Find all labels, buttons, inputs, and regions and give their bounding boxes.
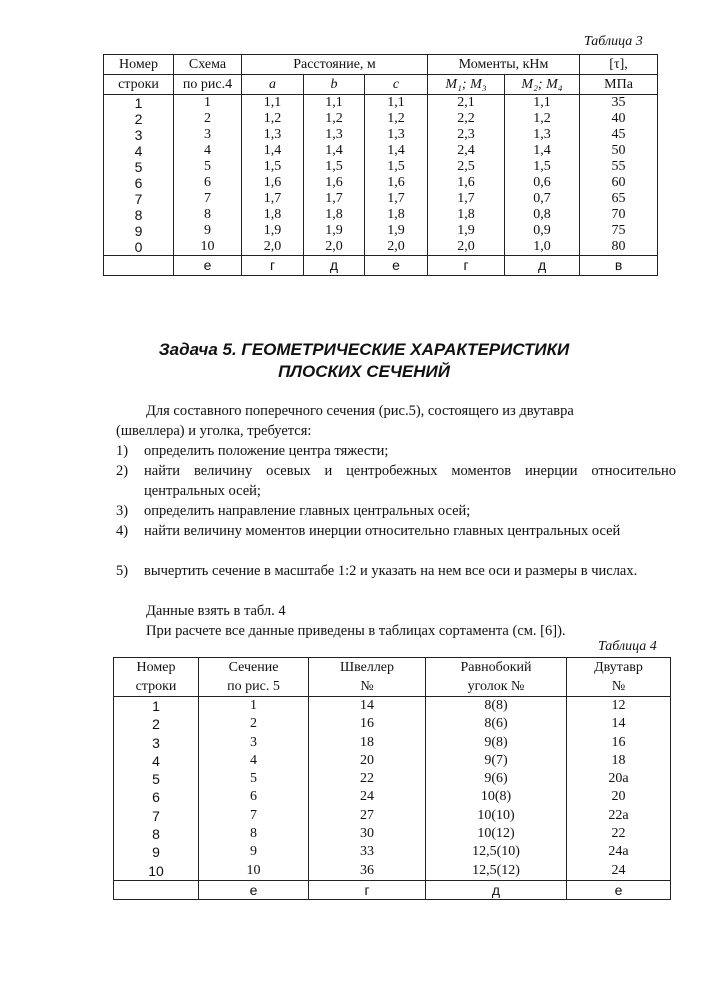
table-cell: 55 xyxy=(580,159,658,175)
header-b: b xyxy=(304,75,365,95)
item-number: 4) xyxy=(116,523,129,539)
data-note: Данные взять в табл. 4 xyxy=(146,603,286,619)
table-cell: 3 xyxy=(104,127,174,143)
table-cell: 7 xyxy=(114,807,199,825)
table-cell: 30 xyxy=(309,825,426,843)
table-cell: 0 xyxy=(104,239,174,256)
footer-cell xyxy=(114,880,199,899)
table-cell: 1 xyxy=(114,697,199,716)
table4-caption: Таблица 4 xyxy=(598,639,657,654)
table-cell: 1,4 xyxy=(365,143,428,159)
table-cell: 16 xyxy=(309,715,426,733)
footer-cell: е xyxy=(174,256,242,276)
table-cell: 1,3 xyxy=(242,127,304,143)
table-cell: 20а xyxy=(567,770,671,788)
table-cell: 1,5 xyxy=(365,159,428,175)
table-row xyxy=(114,825,671,843)
table-cell: 2,2 xyxy=(428,111,505,127)
table-cell: 6 xyxy=(199,788,309,806)
table-cell: 8 xyxy=(114,825,199,843)
table-cell: 33 xyxy=(309,843,426,861)
footer-cell: е xyxy=(567,880,671,899)
footer-cell: в xyxy=(580,256,658,276)
table-cell: 1,9 xyxy=(304,223,365,239)
table-cell: 50 xyxy=(580,143,658,159)
table-cell: 1,4 xyxy=(505,143,580,159)
header-tau-2: МПа xyxy=(580,75,658,95)
header-section-2: по рис. 5 xyxy=(199,677,309,697)
table-cell: 3 xyxy=(199,734,309,752)
item-text: вычертить сечение в масштабе 1:2 и указать на нем все оси и размеры в числах. xyxy=(144,563,638,579)
item-text: определить направление главных центральных осей; xyxy=(144,503,471,519)
item-text: найти величину осевых и центробежных моментов инерции относительно центральных осей; xyxy=(144,463,676,499)
table-cell: 1,9 xyxy=(428,223,505,239)
table-cell: 75 xyxy=(580,223,658,239)
table-cell: 1,4 xyxy=(304,143,365,159)
table-cell: 7 xyxy=(199,807,309,825)
table-row xyxy=(104,239,658,256)
table-cell: 5 xyxy=(104,159,174,175)
table-cell: 1,9 xyxy=(242,223,304,239)
table-cell: 1,8 xyxy=(304,207,365,223)
table-cell: 20 xyxy=(567,788,671,806)
header-scheme-2: по рис.4 xyxy=(174,75,242,95)
table-cell: 14 xyxy=(309,697,426,716)
header-channel: Швеллер xyxy=(309,658,426,678)
table-cell: 24 xyxy=(309,788,426,806)
table-cell: 1,3 xyxy=(304,127,365,143)
table-cell: 9(7) xyxy=(426,752,567,770)
table-cell: 1,6 xyxy=(242,175,304,191)
table-cell: 2,0 xyxy=(242,239,304,256)
table-cell: 0,9 xyxy=(505,223,580,239)
table-cell: 4 xyxy=(104,143,174,159)
item-number: 5) xyxy=(116,563,129,579)
table-cell: 1,2 xyxy=(304,111,365,127)
table-cell: 1,5 xyxy=(242,159,304,175)
table-row xyxy=(114,770,671,788)
item-number: 1) xyxy=(116,443,129,459)
table-cell: 1,5 xyxy=(304,159,365,175)
header-m13: M₁; M₃ xyxy=(428,75,505,95)
table-cell: 10(8) xyxy=(426,788,567,806)
table-cell: 0,7 xyxy=(505,191,580,207)
header-ibeam: Двутавр xyxy=(567,658,671,678)
table-cell: 24 xyxy=(567,862,671,881)
table-cell: 27 xyxy=(309,807,426,825)
table-cell: 10(12) xyxy=(426,825,567,843)
table-cell: 60 xyxy=(580,175,658,191)
table-cell: 1,2 xyxy=(365,111,428,127)
item-text: найти величину моментов инерции относительно главных центральных осей xyxy=(144,523,621,539)
table-cell: 9(6) xyxy=(426,770,567,788)
table-row xyxy=(114,862,671,881)
table-cell: 1,4 xyxy=(242,143,304,159)
header-row-num-2: строки xyxy=(104,75,174,95)
table-cell: 8(8) xyxy=(426,697,567,716)
table-3 xyxy=(103,54,658,276)
table-row xyxy=(104,159,658,175)
table-cell: 1,8 xyxy=(242,207,304,223)
table-row xyxy=(114,752,671,770)
table-cell: 1,3 xyxy=(365,127,428,143)
table-cell: 1,0 xyxy=(505,239,580,256)
table-cell: 8 xyxy=(174,207,242,223)
table-cell: 2 xyxy=(174,111,242,127)
table-cell: 12 xyxy=(567,697,671,716)
table-cell: 40 xyxy=(580,111,658,127)
header-m24: M₂; M₄ xyxy=(505,75,580,95)
table-cell: 5 xyxy=(114,770,199,788)
header-angle-2: уголок № xyxy=(426,677,567,697)
table-cell: 1,7 xyxy=(365,191,428,207)
table-row xyxy=(114,734,671,752)
header-row-num-2: строки xyxy=(114,677,199,697)
table-cell: 1,1 xyxy=(365,95,428,112)
table-cell: 2,3 xyxy=(428,127,505,143)
header-tau: [τ], xyxy=(580,55,658,75)
item-number: 3) xyxy=(116,503,129,519)
table-cell: 1,7 xyxy=(304,191,365,207)
table-cell: 2,1 xyxy=(428,95,505,112)
table-cell: 2,0 xyxy=(428,239,505,256)
table-cell: 1,6 xyxy=(365,175,428,191)
header-angle: Равнобокий xyxy=(426,658,567,678)
table-cell: 12,5(12) xyxy=(426,862,567,881)
table-cell: 8 xyxy=(104,207,174,223)
table-cell: 1,8 xyxy=(428,207,505,223)
table3-footer-row xyxy=(104,256,658,276)
intro-line1: Для составного поперечного сечения (рис.5), состоящего из двутавра xyxy=(146,403,574,419)
table-cell: 6 xyxy=(114,788,199,806)
task-list-item xyxy=(116,561,676,581)
table-cell: 65 xyxy=(580,191,658,207)
footer-cell: е xyxy=(199,880,309,899)
header-channel-2: № xyxy=(309,677,426,697)
table-cell: 9(8) xyxy=(426,734,567,752)
table-cell: 70 xyxy=(580,207,658,223)
table-cell: 0,6 xyxy=(505,175,580,191)
table-cell: 10 xyxy=(174,239,242,256)
table-cell: 1,5 xyxy=(505,159,580,175)
table-cell: 10 xyxy=(199,862,309,881)
calc-note: При расчете все данные приведены в таблицах сортамента (см. [6]). xyxy=(146,623,566,639)
table-row xyxy=(114,807,671,825)
table-cell: 9 xyxy=(104,223,174,239)
table-cell: 20 xyxy=(309,752,426,770)
table3-caption: Таблица 3 xyxy=(584,34,643,49)
table-cell: 2 xyxy=(114,715,199,733)
table-cell: 12,5(10) xyxy=(426,843,567,861)
table-cell: 1,1 xyxy=(505,95,580,112)
table-4 xyxy=(113,657,671,900)
table-cell: 24а xyxy=(567,843,671,861)
table-cell: 4 xyxy=(174,143,242,159)
table4-header-row xyxy=(114,658,671,678)
table-cell: 35 xyxy=(580,95,658,112)
task-title-line2: ПЛОСКИХ СЕЧЕНИЙ xyxy=(278,362,450,381)
footer-cell: г xyxy=(428,256,505,276)
table4-footer-row xyxy=(114,880,671,899)
table-cell: 2,0 xyxy=(304,239,365,256)
table-cell: 2 xyxy=(199,715,309,733)
table-cell: 1 xyxy=(104,95,174,112)
table3-header-row xyxy=(104,55,658,75)
table-cell: 18 xyxy=(309,734,426,752)
table-cell: 6 xyxy=(174,175,242,191)
header-scheme: Схема xyxy=(174,55,242,75)
table-cell: 45 xyxy=(580,127,658,143)
table-cell: 1,6 xyxy=(304,175,365,191)
task-list-item xyxy=(116,501,676,521)
table-cell: 3 xyxy=(174,127,242,143)
table-cell: 2,5 xyxy=(428,159,505,175)
item-number: 2) xyxy=(116,463,129,479)
footer-cell xyxy=(104,256,174,276)
table-cell: 1 xyxy=(199,697,309,716)
table-cell: 8(6) xyxy=(426,715,567,733)
table-row xyxy=(104,111,658,127)
table-cell: 4 xyxy=(114,752,199,770)
header-section: Сечение xyxy=(199,658,309,678)
table-cell: 22 xyxy=(309,770,426,788)
table-cell: 1,1 xyxy=(304,95,365,112)
task-list-item xyxy=(116,521,676,541)
table-cell: 1,8 xyxy=(365,207,428,223)
table-cell: 16 xyxy=(567,734,671,752)
task-list-item xyxy=(116,441,676,461)
table-cell: 3 xyxy=(114,734,199,752)
table-cell: 4 xyxy=(199,752,309,770)
table-cell: 1,9 xyxy=(365,223,428,239)
table-cell: 1,7 xyxy=(242,191,304,207)
header-moments: Моменты, кНм xyxy=(428,55,580,75)
table-cell: 5 xyxy=(199,770,309,788)
table-row xyxy=(114,715,671,733)
table-cell: 1,6 xyxy=(428,175,505,191)
table-row xyxy=(104,95,658,112)
table-cell: 1,2 xyxy=(505,111,580,127)
table-cell: 9 xyxy=(199,843,309,861)
table-cell: 2,0 xyxy=(365,239,428,256)
table-cell: 9 xyxy=(114,843,199,861)
table-cell: 36 xyxy=(309,862,426,881)
table-row xyxy=(104,175,658,191)
header-c: c xyxy=(365,75,428,95)
header-a: a xyxy=(242,75,304,95)
table-row xyxy=(104,127,658,143)
table-cell: 10(10) xyxy=(426,807,567,825)
item-text: определить положение центра тяжести; xyxy=(144,443,389,459)
table-cell: 1,1 xyxy=(242,95,304,112)
footer-cell: г xyxy=(309,880,426,899)
table-row xyxy=(104,143,658,159)
table-cell: 7 xyxy=(174,191,242,207)
table4-subheader-row xyxy=(114,677,671,697)
header-ibeam-2: № xyxy=(567,677,671,697)
task-title-line1: Задача 5. ГЕОМЕТРИЧЕСКИЕ ХАРАКТЕРИСТИКИ xyxy=(158,340,570,359)
table-cell: 9 xyxy=(174,223,242,239)
table-cell: 80 xyxy=(580,239,658,256)
task-list-item xyxy=(116,461,676,501)
table-cell: 8 xyxy=(199,825,309,843)
table-row xyxy=(114,788,671,806)
footer-cell: е xyxy=(365,256,428,276)
table-cell: 5 xyxy=(174,159,242,175)
header-distance: Расстояние, м xyxy=(242,55,428,75)
footer-cell: д xyxy=(505,256,580,276)
table-cell: 7 xyxy=(104,191,174,207)
intro-line2: (швеллера) и уголка, требуется: xyxy=(116,423,312,439)
table-cell: 14 xyxy=(567,715,671,733)
table-cell: 2 xyxy=(104,111,174,127)
footer-cell: д xyxy=(426,880,567,899)
table-cell: 1 xyxy=(174,95,242,112)
header-row-num: Номер xyxy=(104,55,174,75)
header-row-num: Номер xyxy=(114,658,199,678)
table-cell: 1,7 xyxy=(428,191,505,207)
table-cell: 2,4 xyxy=(428,143,505,159)
table3-subheader-row xyxy=(104,75,658,95)
table-row xyxy=(104,223,658,239)
table-row xyxy=(104,191,658,207)
footer-cell: г xyxy=(242,256,304,276)
table-cell: 1,2 xyxy=(242,111,304,127)
table-cell: 0,8 xyxy=(505,207,580,223)
table-cell: 18 xyxy=(567,752,671,770)
table-row xyxy=(114,843,671,861)
table-cell: 1,3 xyxy=(505,127,580,143)
footer-cell: д xyxy=(304,256,365,276)
table-row xyxy=(114,697,671,716)
table-cell: 22 xyxy=(567,825,671,843)
table-row xyxy=(104,207,658,223)
table-cell: 10 xyxy=(114,862,199,881)
table-cell: 6 xyxy=(104,175,174,191)
table-cell: 22а xyxy=(567,807,671,825)
